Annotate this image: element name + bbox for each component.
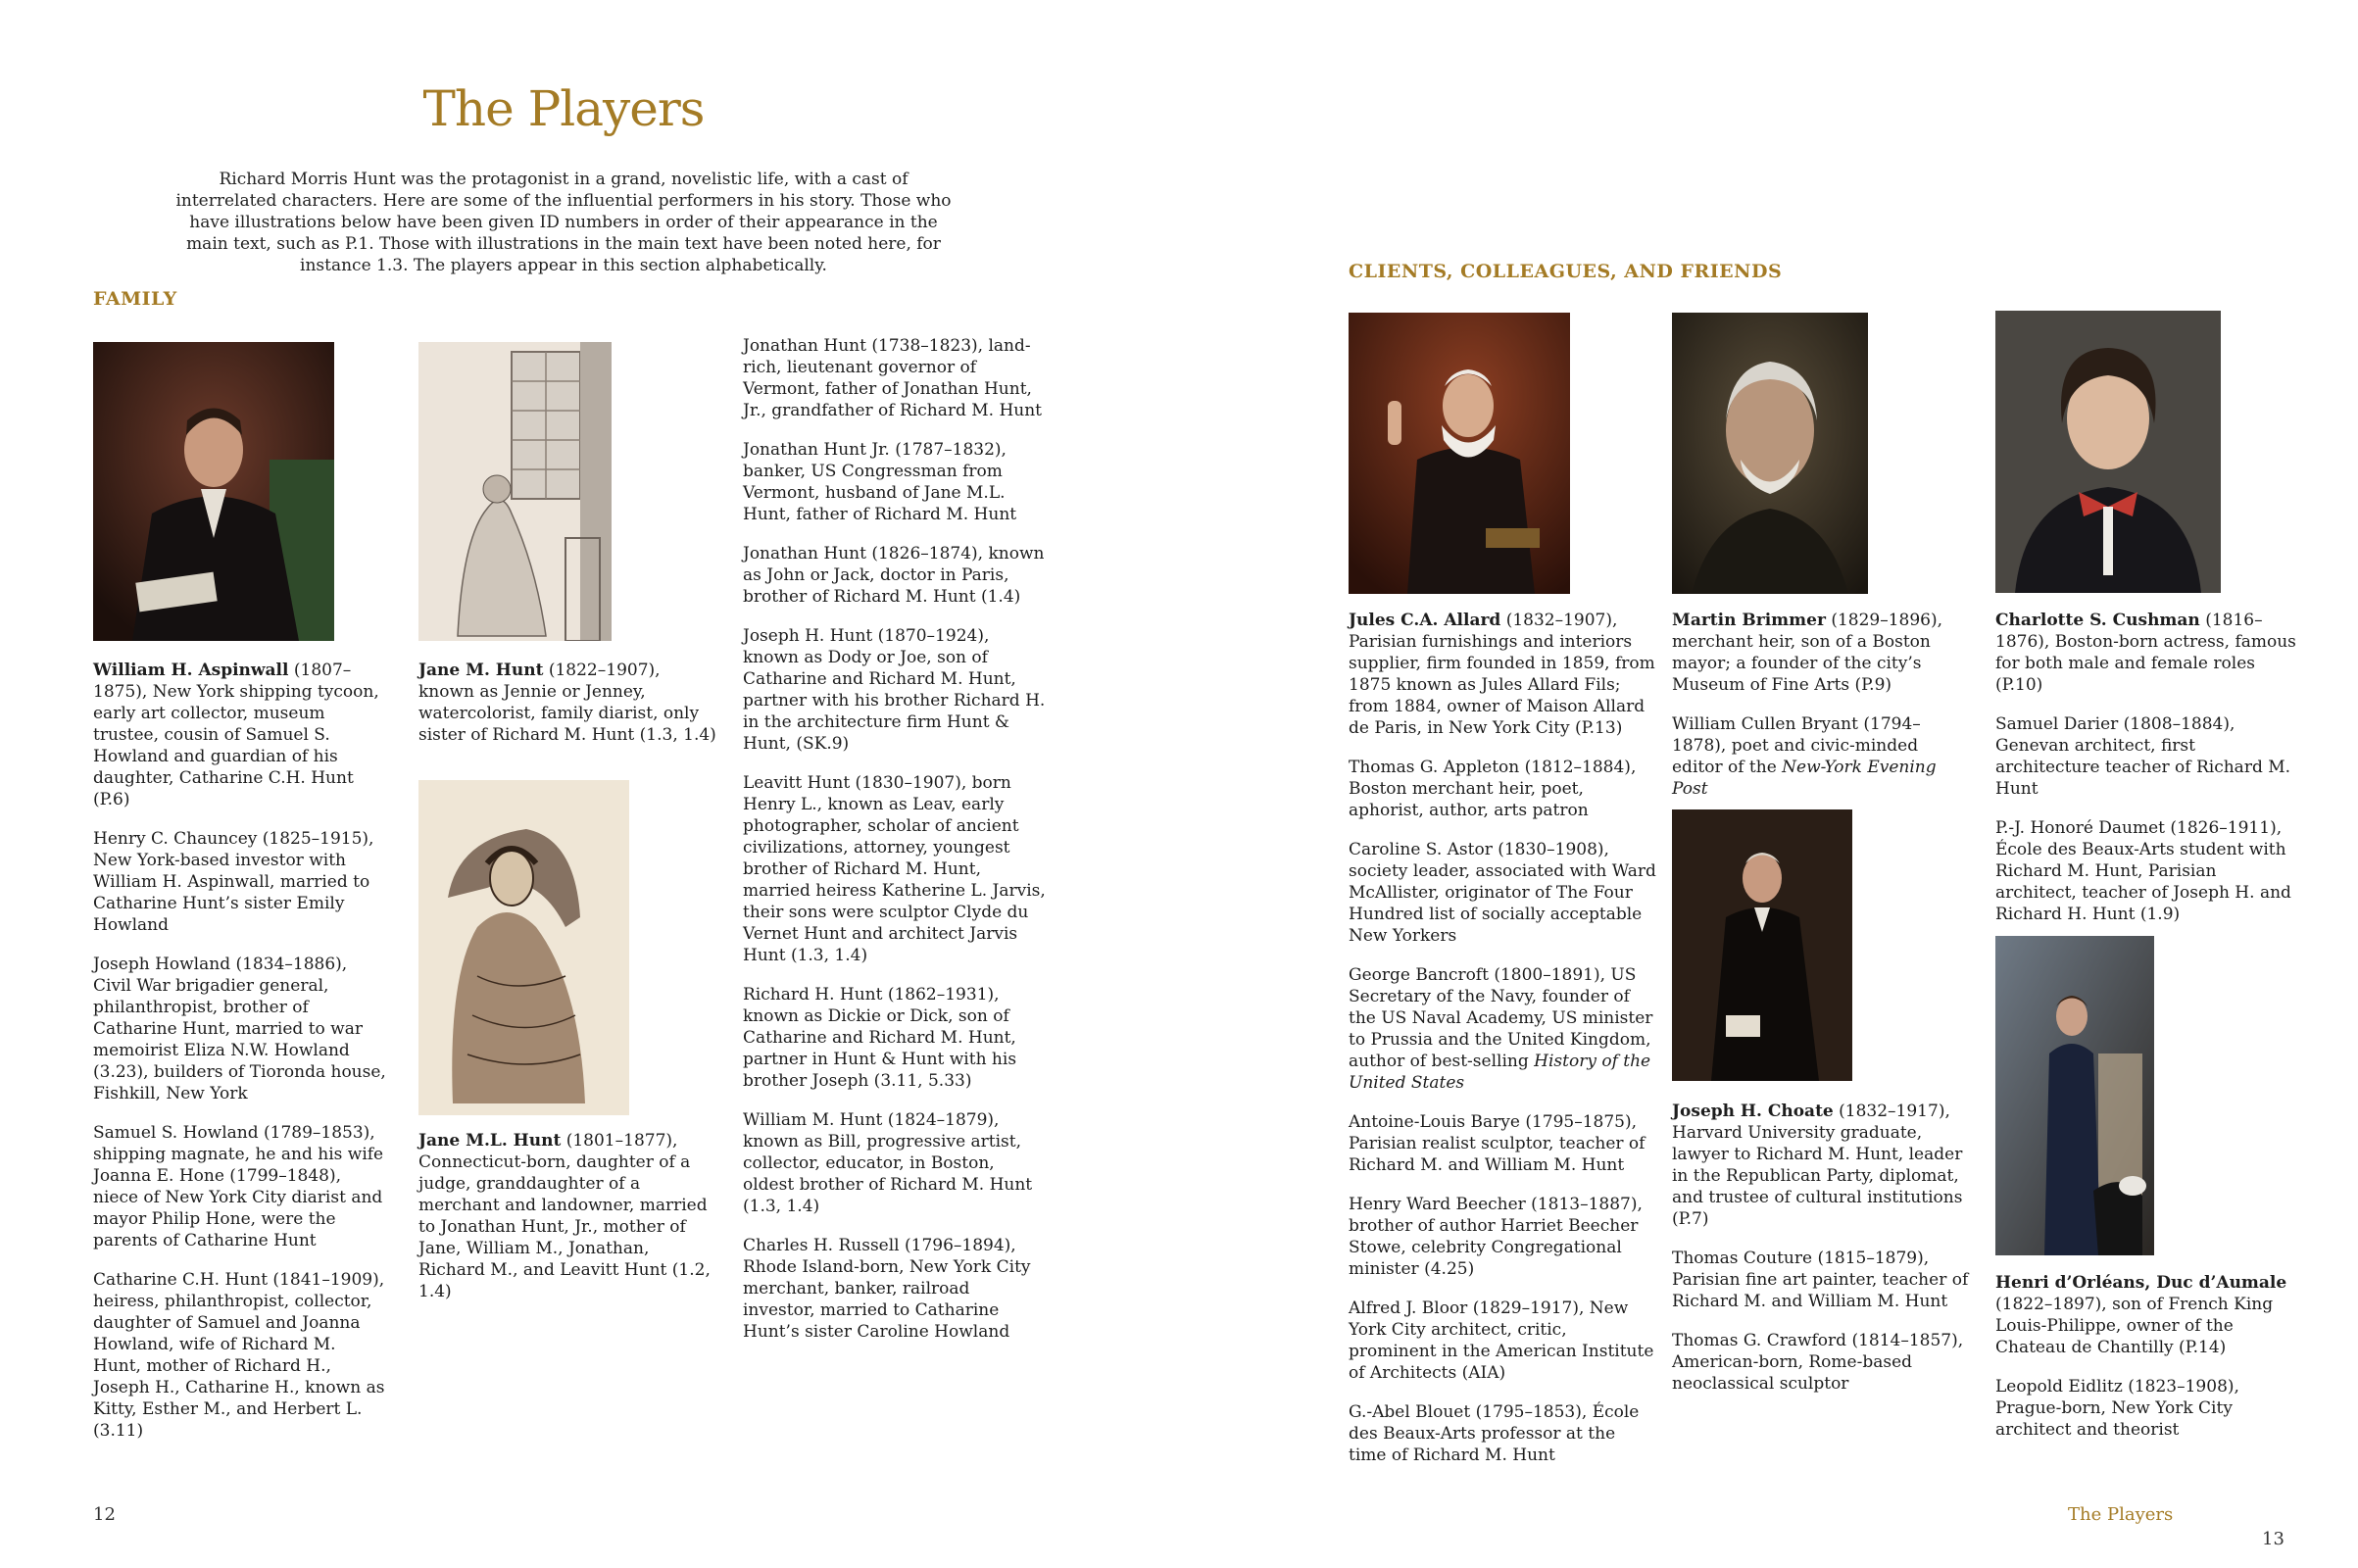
entry-text: Alfred J. Bloor (1829–1917), New York City architect, critic, prominent in the American Institute of Architects (AIA) (1349, 1298, 1654, 1383)
sketch-jane-ml-hunt (418, 780, 629, 1115)
entry-text: William M. Hunt (1824–1879), known as Bill, progressive artist, collector, educator, in Boston, oldest brother of Richard M. Hunt (1.3, 1.4) (743, 1110, 1033, 1216)
portrait-aspinwall (93, 342, 334, 641)
entry (93, 954, 387, 1104)
entry-text: Richard H. Hunt (1862–1931), known as Dickie or Dick, son of Catharine and Richard M. Hunt, partner in Hunt & Hunt with his brother Joseph (3.11, 5.33) (743, 985, 1017, 1091)
entry (1349, 1194, 1657, 1280)
entry (743, 625, 1047, 755)
entry (1349, 1401, 1657, 1466)
entry-text: Samuel Darier (1808–1884), Genevan architect, first architecture teacher of Richard M. Hunt (1995, 714, 2291, 799)
entry (1349, 610, 1657, 739)
entry (418, 1130, 717, 1302)
clients-column-2-top (1672, 610, 1971, 817)
entry-text: G.-Abel Blouet (1795–1853), École des Beaux-Arts professor at the time of Richard M. Hunt (1349, 1402, 1640, 1465)
entry (743, 335, 1047, 421)
entry-name: Joseph H. Choate (1672, 1102, 1834, 1121)
entry-text: Jonathan Hunt Jr. (1787–1832), banker, US Congressman from Vermont, husband of Jane M.L. Hunt, father of Richard M. Hunt (743, 440, 1017, 524)
entry-text: Antoine-Louis Barye (1795–1875), Parisian realist sculptor, teacher of Richard M. and William M. Hunt (1349, 1112, 1646, 1175)
family-heading: FAMILY (93, 288, 177, 310)
portrait-allard (1349, 313, 1570, 594)
entry-text: Catharine C.H. Hunt (1841–1909), heiress, philanthropist, collector, daughter of Samuel and Joanna Howland, wife of Richard M. Hunt, mother of Richard H., Joseph H., Catharine H., known as Kitty, Esther M., and Herbert L. (3.11) (93, 1270, 385, 1441)
entry (1672, 1101, 1971, 1230)
page-number-left: 12 (93, 1504, 116, 1525)
entry (1672, 1248, 1971, 1312)
entry (743, 1109, 1047, 1217)
entry-text: Henry Ward Beecher (1813–1887), brother of author Harriet Beecher Stowe, celebrity Congregational minister (4.25) (1349, 1195, 1643, 1279)
entry (93, 660, 387, 810)
portrait-brimmer (1672, 313, 1868, 594)
entry-italic: History of the United States (1349, 1052, 1651, 1093)
entry-name: Martin Brimmer (1672, 611, 1826, 630)
entry-name: Charlotte S. Cushman (1995, 611, 2200, 630)
clients-column-1 (1349, 610, 1657, 1484)
entry (1995, 817, 2299, 925)
clients-column-3-top (1995, 610, 2299, 943)
entry-text: Samuel S. Howland (1789–1853), shipping magnate, he and his wife Joanna E. Hone (1799–1848), niece of New York City diarist and mayor Philip Hone, were the parents of Catharine Hunt (93, 1123, 384, 1250)
entry-text: Joseph H. Hunt (1870–1924), known as Dody or Joe, son of Catharine and Richard M. Hunt, partner with his brother Richard H. in the architecture firm Hunt & Hunt, (SK.9) (743, 626, 1046, 754)
entry (743, 772, 1047, 966)
family-column-1 (93, 660, 387, 1459)
entry (1995, 1376, 2289, 1441)
family-column-2-bottom (418, 1130, 717, 1320)
intro-paragraph: Richard Morris Hunt was the protagonist in a grand, novelistic life, with a cast of interrelated characters. Here are some of the influential performers in his story. Those who have illustrations below have been given ID numbers in order of their appearance in the main text, such as P.1. Those with illustrations in the main text have been noted here, for instance 1.3. The players appear in this section alphabetically. (175, 170, 952, 275)
portrait-choate (1672, 809, 1852, 1081)
entry-text: Jonathan Hunt (1826–1874), known as John or Jack, doctor in Paris, brother of Richard M. Hunt (1.4) (743, 544, 1045, 607)
entry (93, 1122, 387, 1251)
page-number-right: 13 (2262, 1529, 2284, 1549)
clients-column-3-bottom (1995, 1272, 2289, 1458)
entry (93, 1269, 387, 1442)
portrait-cushman (1995, 311, 2221, 593)
entry-text: George Bancroft (1800–1891), US Secretary of the Navy, founder of the US Naval Academy, US minister to Prussia and the United Kingdom, author of best-selling (1349, 965, 1653, 1071)
entry-text: (1807–1875), New York shipping tycoon, early art collector, museum trustee, cousin of Samuel S. Howland and guardian of his daughter, Catharine C.H. Hunt (P.6) (93, 661, 379, 809)
entry-name: Henri d’Orléans, Duc d’Aumale (1995, 1273, 2287, 1293)
entry (1349, 1298, 1657, 1384)
entry (1995, 713, 2299, 800)
entry-text: Leavitt Hunt (1830–1907), born Henry L., known as Leav, early photographer, scholar of ancient civilizations, attorney, youngest brother of Richard M. Hunt, married heiress Katherine L. Jarvis, their sons were sculptor Clyde du Vernet Hunt and architect Jarvis Hunt (1.3, 1.4) (743, 773, 1046, 965)
entry (1349, 1111, 1657, 1176)
entry (1995, 1272, 2289, 1358)
entry-text: Thomas G. Appleton (1812–1884), Boston merchant heir, poet, aphorist, author, arts patron (1349, 758, 1637, 820)
entry (1672, 713, 1971, 800)
entry-text: Leopold Eidlitz (1823–1908), Prague-born, New York City architect and theorist (1995, 1377, 2239, 1440)
entry-italic: New-York Evening Post (1672, 758, 1937, 799)
entry (1995, 610, 2299, 696)
entry (1349, 839, 1657, 947)
sketch-jane-m-hunt (418, 342, 612, 641)
entry-name: Jane M.L. Hunt (418, 1131, 562, 1151)
entry-text: (1801–1877), Connecticut-born, daughter of a judge, granddaughter of a merchant and landowner, married to Jonathan Hunt, Jr., mother of Jane, William M., Jonathan, Richard M., and Leavitt Hunt (1.2, 1.4) (418, 1131, 711, 1301)
entry-text: Caroline S. Astor (1830–1908), society leader, associated with Ward McAllister, originator of The Four Hundred list of socially acceptable New Yorkers (1349, 840, 1656, 946)
clients-heading: CLIENTS, COLLEAGUES, AND FRIENDS (1349, 261, 1783, 282)
page-title: The Players (422, 80, 705, 137)
entry-text: Henry C. Chauncey (1825–1915), New York-based investor with William H. Aspinwall, married to Catharine Hunt’s sister Emily Howland (93, 829, 374, 935)
entry (743, 984, 1047, 1092)
entry (743, 543, 1047, 608)
entry-text: (1832–1917), Harvard University graduate, lawyer to Richard M. Hunt, leader in the Republican Party, diplomat, and trustee of cultural institutions (P.7) (1672, 1102, 1963, 1229)
entry-name: Jane M. Hunt (418, 661, 544, 680)
portrait-duc-daumale (1995, 936, 2154, 1255)
entry-text: (1832–1907), Parisian furnishings and interiors supplier, firm founded in 1859, from 1875 known as Jules Allard Fils; from 1884, owner of Maison Allard de Paris, in New York City (P.13) (1349, 611, 1655, 738)
entry (93, 828, 387, 936)
entry-text: William Cullen Bryant (1794–1878), poet and civic-minded editor of the (1672, 714, 1921, 777)
entry-text: Joseph Howland (1834–1886), Civil War brigadier general, philanthropist, brother of Catharine Hunt, married to war memoirist Eliza N.W. Howland (3.23), builders of Tioronda house, Fishkill, New York (93, 955, 386, 1103)
entry-text: (1816–1876), Boston-born actress, famous for both male and female roles (P.10) (1995, 611, 2296, 695)
entry-text: (1822–1907), known as Jennie or Jenney, watercolorist, family diarist, only sister of Richard M. Hunt (1.3, 1.4) (418, 661, 716, 745)
entry (418, 660, 717, 746)
entry-text: P.-J. Honoré Daumet (1826–1911), École des Beaux-Arts student with Richard M. Hunt, Parisian architect, teacher of Joseph H. and Richard H. Hunt (1.9) (1995, 818, 2291, 924)
entry-text: (1829–1896), merchant heir, son of a Boston mayor; a founder of the city’s Museum of Fine Arts (P.9) (1672, 611, 1943, 695)
entry-text: Charles H. Russell (1796–1894), Rhode Island-born, New York City merchant, banker, railroad investor, married to Catharine Hunt’s sister Caroline Howland (743, 1236, 1031, 1342)
entry-text: Thomas Couture (1815–1879), Parisian fine art painter, teacher of Richard M. and William M. Hunt (1672, 1249, 1969, 1311)
running-head: The Players (2068, 1504, 2174, 1525)
entry-text: Jonathan Hunt (1738–1823), land-rich, lieutenant governor of Vermont, father of Jonathan Hunt, Jr., grandfather of Richard M. Hunt (743, 336, 1043, 420)
entry (743, 1235, 1047, 1343)
clients-column-2-bottom (1672, 1101, 1971, 1412)
family-column-3 (743, 335, 1047, 1360)
entry-name: Jules C.A. Allard (1349, 611, 1501, 630)
entry-text: (1822–1897), son of French King Louis-Philippe, owner of the Chateau de Chantilly (P.14) (1995, 1295, 2274, 1357)
entry (1349, 964, 1657, 1094)
family-column-2-top (418, 660, 717, 763)
entry-text: Thomas G. Crawford (1814–1857), American-born, Rome-based neoclassical sculptor (1672, 1331, 1964, 1394)
entry-name: William H. Aspinwall (93, 661, 289, 680)
entry (1672, 610, 1971, 696)
entry (1349, 757, 1657, 821)
entry (1672, 1330, 1971, 1395)
entry (743, 439, 1047, 525)
